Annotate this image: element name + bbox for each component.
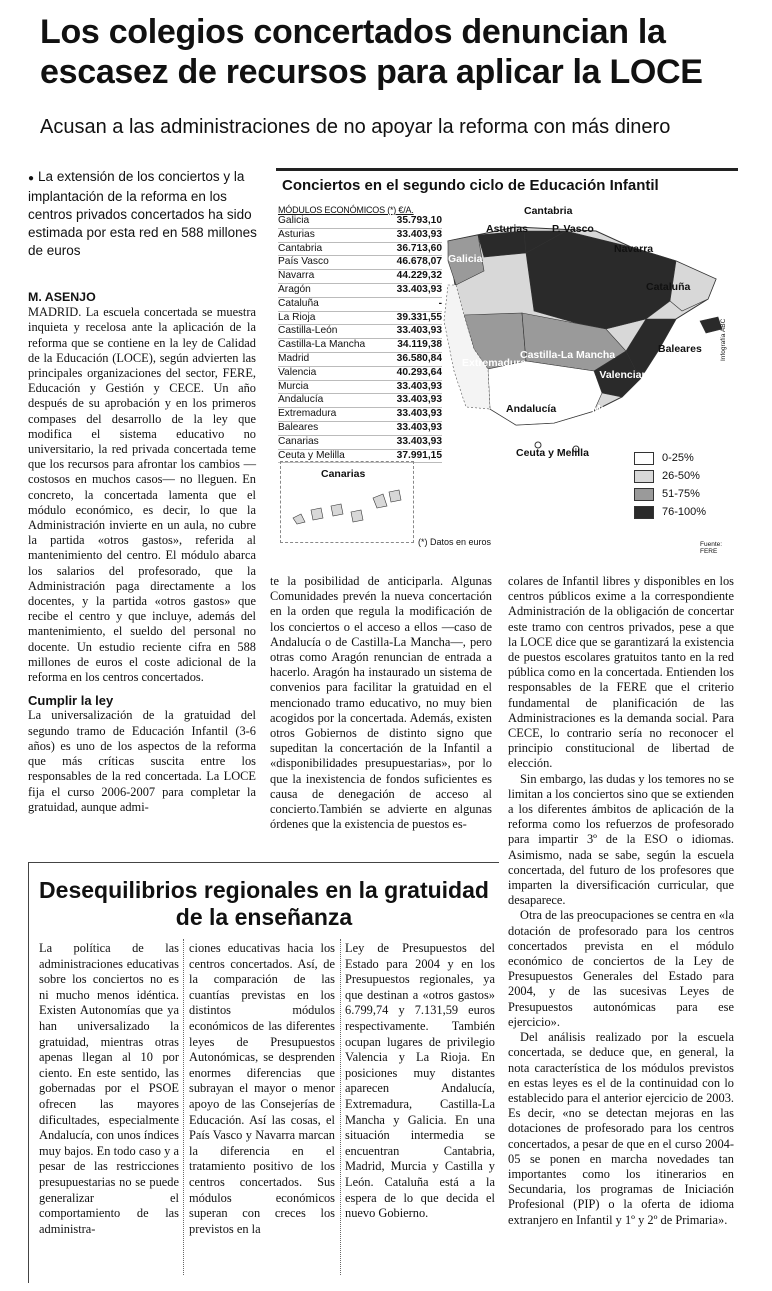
article-paragraph: te la posibilidad de anticiparla. Algunas Comunidades prevén la nueva concertación en la orden que regula la modificación de los conciertos o el acceso a ellos —caso de Andalucía o de Castilla-La Mancha—, pero otras como Aragón renuncian de entrada a hacerlo. Aragón ha instaurado un sistema de convenios para facilitar la gratuidad en el mencionado tramo educativo, no muy bien acogidos por la concertada. Además, existen otros Gobiernos de distinto signo que supeditan la concertación de la Infantil a «disponibilidades presupuestarias», por lo que la inexistencia de fondos suficientes es causa de denegación de acceso al concierto.También se advierte en algunas órdenes que la existencia de puestos es-	[270, 574, 492, 832]
summary-text: La extensión de los conciertos y la implantación de la reforma en los centros privados concertados ha sido estimada por esta red en 588 millones de euros	[28, 169, 257, 258]
sidebar-box	[28, 862, 499, 1283]
table-cell-value: 44.229,32	[396, 270, 442, 282]
map-legend	[634, 449, 706, 521]
table-row	[278, 298, 442, 312]
table-row	[278, 436, 442, 450]
table-cell-region: Castilla-León	[278, 325, 338, 337]
modules-table	[278, 205, 442, 463]
table-cell-value: 39.331,55	[396, 311, 442, 323]
table-row	[278, 215, 442, 229]
map-island	[389, 490, 401, 502]
legend-swatch	[634, 488, 654, 501]
map-label-andalucia: Andalucía	[506, 403, 557, 415]
article-paragraph: Del análisis realizado por la escuela concertada, se deduce que, en general, la nota característica de los módulos previstos en estas leyes es el de la continuidad con lo establecido para el anterior ejercicio de 2003. Es decir, «no se detectan mejoras en las dotaciones de profesorado para los centros concertados, a pesar de que en el curso 2004-05 se ponen en marcha novedades tan importantes como los itinerarios en Secundaria, los programas de Iniciación Profesional (PIP) o la oferta de idioma extranjero en Infantil y 1º y 2º de Primaria».	[508, 1030, 734, 1227]
table-cell-value: 40.293,64	[396, 366, 442, 378]
map-label-ceuta: Ceuta y Melilla	[516, 447, 589, 459]
infographic	[276, 168, 738, 555]
table-row	[278, 381, 442, 395]
table-cell-value: 33.403,93	[396, 325, 442, 337]
table-row	[278, 353, 442, 367]
map-label-canarias: Canarias	[321, 468, 366, 480]
legend-swatch	[634, 452, 654, 465]
table-cell-value: 36.713,60	[396, 242, 442, 254]
map-label-asturias: Asturias	[486, 223, 529, 235]
table-cell-region: Aragón	[278, 283, 311, 295]
table-row	[278, 422, 442, 436]
table-cell-region: Ceuta y Melilla	[278, 449, 345, 461]
table-cell-region: Extremadura	[278, 408, 337, 420]
table-cell-region: Madrid	[278, 352, 310, 364]
legend-item	[634, 467, 706, 485]
table-cell-region: Castilla-La Mancha	[278, 339, 366, 351]
table-cell-value: 35.793,10	[396, 215, 442, 226]
table-cell-region: La Rioja	[278, 311, 316, 323]
headline: Los colegios concertados denuncian la escasez de recursos para aplicar la LOCE	[40, 13, 703, 91]
table-cell-value: 33.403,93	[396, 435, 442, 447]
legend-item	[634, 503, 706, 521]
table-row	[278, 339, 442, 353]
article-paragraph: Otra de las preocupaciones se centra en «la dotación de profesorado para los centros concertados prevista en el módulo económico de conciertos de la Ley de Presupuestos Generales del Estado para 2004, y de las sucesivas Leyes de Presupuestos autonómicas para ese ejercicio».	[508, 908, 734, 1029]
table-row	[278, 325, 442, 339]
table-rows	[278, 215, 442, 463]
legend-item	[634, 485, 706, 503]
table-row	[278, 408, 442, 422]
article-column-1	[28, 290, 256, 815]
map-island	[293, 514, 305, 524]
legend-item	[634, 449, 706, 467]
article-paragraph: Sin embargo, las dudas y los temores no se limitan a los conciertos sino que se extienden a los diferentes ámbitos de aplicación de la reforma como los refuerzos de profesorado para impartir 3º de la ESO o idiomas. Asimismo, nada se sabe, según la escuela concertada, del futuro de los profesores que imparten la diversificación curricular, que desaparece.	[508, 771, 734, 908]
article-column-3	[508, 574, 734, 1228]
table-row	[278, 284, 442, 298]
table-cell-region: Baleares	[278, 421, 319, 433]
table-cell-region: Canarias	[278, 435, 319, 447]
infographic-footnote: (*) Datos en euros	[418, 537, 492, 547]
map-island	[311, 508, 323, 520]
infographic-credit: Infografía ABC	[720, 318, 727, 361]
table-cell-value: 37.991,15	[396, 449, 442, 461]
legend-label: 51-75%	[662, 488, 700, 500]
infographic-title: Conciertos en el segundo ciclo de Educación Infantil	[282, 177, 659, 194]
article-paragraph: MADRID. La escuela concertada se muestra inquieta y recelosa ante la aplicación de la reforma que se contiene en la ley de Calidad de la Educación (LOCE), según advierten las principales organizaciones del sector, FERE, Educación y Gestión y CECE. Un año después de su aprobación y en los primeros compases del desarrollo de la ley que modifica el sistema educativo no universitario, la red privada concertada teme que los recursos para afrontar los cambios —costosos en muchos casos— no lleguen. En concreto, la concertada lamenta que el módulo económico, es decir, lo que la Administración invierte en un aula, no cubre la partida «otros gastos», referida al mantenimiento del centro. El módulo abarca los salarios del profesorado, que la Administración paga directamente a los docentes, y la partida «otros gastos» que recibe el centro y que incluye, además del mantenimiento, el sueldo del personal no docente. Un estudio reciente cifra en 588 millones de euros el coste adicional de la reforma en los centros concertados.	[28, 305, 256, 685]
map-label-cataluna: Cataluña	[646, 281, 691, 293]
map-label-murcia: Murcia	[592, 403, 626, 415]
legend-label: 26-50%	[662, 470, 700, 482]
table-cell-region: Murcia	[278, 380, 309, 392]
bullet-icon: ●	[28, 173, 35, 184]
map-label-galicia: Galicia	[448, 253, 483, 265]
map-label-navarra: Navarra	[614, 243, 654, 255]
table-row	[278, 229, 442, 243]
table-cell-value: 33.403,93	[396, 228, 442, 240]
box-column-1: La política de las administraciones educativas sobre los conciertos no es ni mucho menos idéntica. Existen Autonomías que ya han universalizado la gratuidad, mientras otras apenas llegan al 10 por ciento. En este sentido, las gobernadas por el PSOE ofrecen las mayores dificultades, especialmente Andalucía, con unos índices muy bajos. En todo caso y a pesar de las restricciones presupuestarias no se puede generalizar el comportamiento de las administra-	[39, 941, 179, 1236]
table-cell-value: 33.403,93	[396, 421, 442, 433]
article-paragraph: colares de Infantil libres y disponibles en los centros públicos exime a la correspondiente Administración de la obligación de concertar este tramo con centros privados, pese a que la LOCE dice que se garantizará la existencia de puestos escolares gratuitos tanto en la red pública como en la concertada. Entienden los responsables de la FERE que el criterio fundamental de planificación de las Administraciones es la demanda social. Para CECE, lo contrario sería no reconocer el principio constitucional de libertad de elección.	[508, 574, 734, 771]
map-island	[373, 494, 387, 508]
table-row	[278, 312, 442, 326]
table-cell-region: Galicia	[278, 215, 310, 226]
map-region-baleares	[700, 317, 722, 333]
subheadline: Acusan a las administraciones de no apoyar la reforma con más dinero	[40, 116, 671, 138]
table-cell-region: Valencia	[278, 366, 317, 378]
table-header: MÓDULOS ECONÓMICOS (*) €/A.	[278, 205, 414, 215]
table-row	[278, 394, 442, 408]
map-label-baleares: Baleares	[658, 343, 702, 355]
byline: M. ASENJO	[28, 290, 96, 304]
table-cell-region: Asturias	[278, 228, 315, 240]
table-cell-value: -	[438, 297, 442, 309]
box-title: Desequilibrios regionales en la gratuidad de la enseñanza	[39, 877, 489, 930]
table-cell-region: Cataluña	[278, 297, 319, 309]
map-label-extremadura: Extremadura	[462, 357, 527, 369]
article-column-2	[270, 574, 492, 832]
column-divider	[340, 939, 341, 1275]
map-island	[351, 510, 363, 522]
table-row	[278, 243, 442, 257]
table-row	[278, 256, 442, 270]
box-column-2: ciones educativas hacia los centros concertados. Así, de la comparación de las cuantías previstas en los distintos módulos económicos de las diferentes leyes de Presupuestos Autonómicas, se desprenden enormes diferencias que subrayan el mayor o menor apoyo de las Consejerías de Educación. Así las cosas, el País Vasco y Navarra marcan la diferencia en el tratamiento positivo de los centros concertados. Sus módulos económicos superan con creces los previstos en la	[189, 941, 335, 1236]
table-cell-region: País Vasco	[278, 256, 329, 268]
legend-label: 0-25%	[662, 452, 694, 464]
map-island	[331, 504, 343, 516]
column-divider	[183, 939, 184, 1275]
canarias-inset	[280, 461, 414, 543]
table-cell-value: 33.403,93	[396, 394, 442, 406]
legend-swatch	[634, 470, 654, 483]
section-subtitle: Cumplir la ley	[28, 693, 114, 709]
table-cell-value: 36.580,84	[396, 352, 442, 364]
map-label-cvaleciana: C. Valenciana	[586, 369, 654, 381]
spain-map	[426, 201, 736, 461]
table-row	[278, 367, 442, 381]
map-label-pvasco: P. Vasco	[552, 223, 594, 235]
table-cell-region: Cantabria	[278, 242, 323, 254]
box-column-3: Ley de Presupuestos del Estado para 2004 y en los Presupuestos regionales, ya que destinan a «otros gastos» 6.799,74 y 7.131,59 euros respectivamente. También ocupan lugares de privilegio Valencia y La Rioja. En posiciones muy distantes aparecen Andalucía, Extremadura, Castilla-La Mancha y Galicia. En una situación intermedia se encuentran Cantabria, Madrid, Murcia y Castilla y León. Cataluña está a la espera de lo que decida el nuevo Gobierno.	[345, 941, 495, 1221]
table-cell-region: Andalucía	[278, 394, 324, 406]
map-label-cantabria: Cantabria	[524, 205, 573, 217]
table-row	[278, 270, 442, 284]
table-cell-region: Navarra	[278, 270, 315, 282]
summary-box	[28, 168, 260, 260]
legend-swatch	[634, 506, 654, 519]
table-cell-value: 33.403,93	[396, 283, 442, 295]
canarias-map	[289, 488, 405, 532]
table-cell-value: 46.678,07	[396, 256, 442, 268]
legend-label: 76-100%	[662, 506, 707, 518]
map-label-clamancha: Castilla-La Mancha	[520, 349, 616, 361]
table-cell-value: 33.403,93	[396, 408, 442, 420]
infographic-source: Fuente: FERE	[700, 541, 723, 555]
map-region-andalucia	[488, 361, 602, 425]
table-cell-value: 33.403,93	[396, 380, 442, 392]
table-cell-value: 34.119,38	[397, 339, 442, 351]
article-paragraph: La universalización de la gratuidad del segundo tramo de Educación Infantil (3-6 años) es uno de los aspectos de la reforma que más críticas suscita entre los responsables de la red concertada. La LOCE fija el curso 2006-2007 para completar la gratuidad, aunque admi-	[28, 708, 256, 814]
